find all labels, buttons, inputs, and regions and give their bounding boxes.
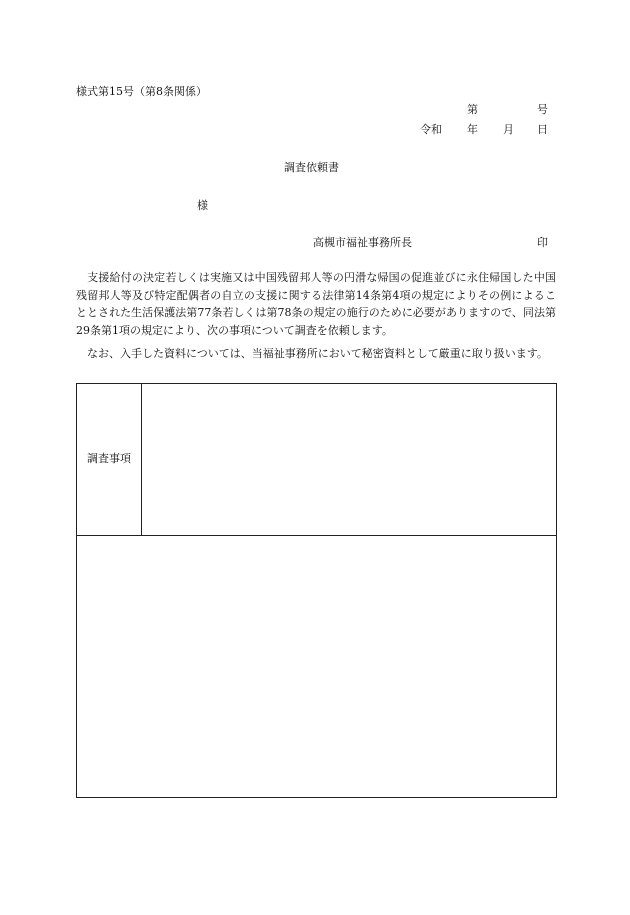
- investigation-details-field[interactable]: [77, 536, 556, 797]
- investigation-items-field[interactable]: [142, 384, 556, 535]
- doc-number-prefix: 第: [467, 103, 478, 116]
- date-day: 日: [537, 123, 548, 136]
- date-era: 令和: [420, 123, 442, 136]
- form-number: 様式第15号（第8条関係）: [76, 85, 207, 98]
- addressee-honorific: 様: [197, 199, 208, 212]
- table-label-investigation-items: 調査事項: [87, 452, 131, 465]
- doc-number-suffix: 号: [537, 103, 548, 116]
- sender-title: 高槻市福祉事務所長: [313, 236, 412, 249]
- body-paragraph-request: 支援給付の決定若しくは実施又は中国残留邦人等の円滑な帰国の促進並びに永住帰国した中国残留邦人等及び特定配偶者の自立の支援に関する法律第14条第4項の規定によりその例によることとされた生活保護法第77条若しくは第78条の規定の施行のために必要がありますので、同法第29条第1項の規定により、次の事項について調査を依頼します。: [76, 271, 556, 337]
- investigation-table: [76, 383, 557, 798]
- sender-seal: 印: [537, 236, 548, 249]
- date-year: 年: [467, 123, 478, 136]
- page-title: 調査依頼書: [284, 161, 339, 174]
- body-paragraph-confidentiality: なお、入手した資料については、当福祉事務所において秘密資料として厳重に取り扱います。: [76, 347, 548, 360]
- date-month: 月: [503, 123, 514, 136]
